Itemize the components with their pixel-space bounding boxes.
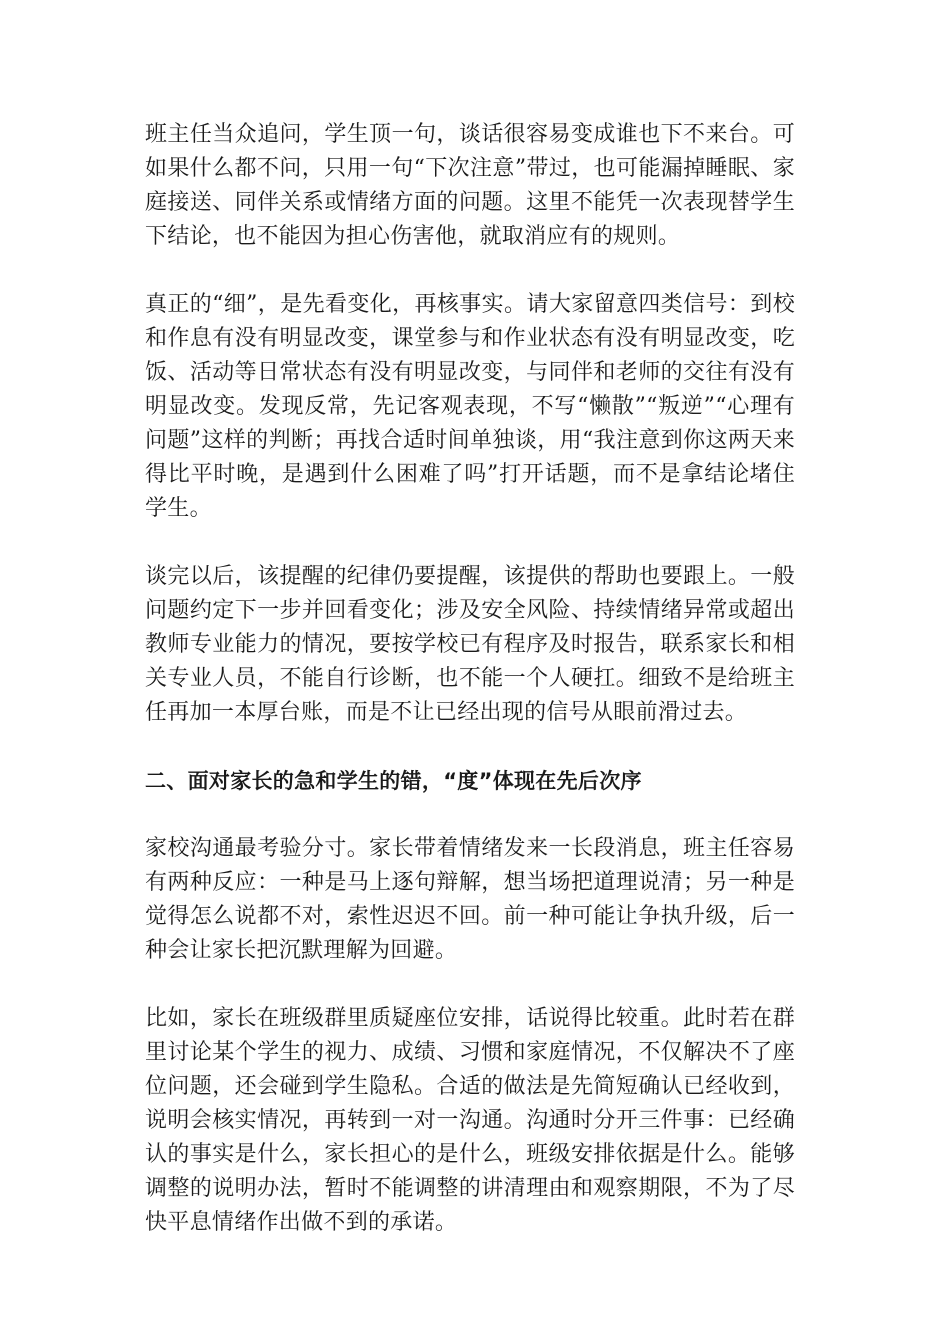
paragraph-class-teacher-questioning: 班主任当众追问，学生顶一句，谈话很容易变成谁也下不来台。可如果什么都不问，只用一句“下次注意”带过，也可能漏掉睡眠、家庭接送、同伴关系或情绪方面的问题。这里不能凭一次表现替学生下结论，也不能因为担心伤害他，就取消应有的规则。 xyxy=(145,122,795,249)
paragraph-home-school-communication: 家校沟通最考验分寸。家长带着情绪发来一长段消息，班主任容易有两种反应：一种是马上逐句辩解，想当场把道理说清；另一种是觉得怎么说都不对，索性迟迟不回。前一种可能让争执升级，后一种会让家长把沉默理解为回避。 xyxy=(145,836,795,963)
paragraph-seating-example: 比如，家长在班级群里质疑座位安排，话说得比较重。此时若在群里讨论某个学生的视力、成绩、习惯和家庭情况，不仅解决不了座位问题，还会碰到学生隐私。合适的做法是先简短确认已经收到，说明会核实情况，再转到一对一沟通。沟通时分开三件事：已经确认的事实是什么，家长担心的是什么，班级安排依据是什么。能够调整的说明办法，暂时不能调整的讲清理由和观察期限，不为了尽快平息情绪作出做不到的承诺。 xyxy=(145,1006,795,1235)
document-body xyxy=(145,118,795,1274)
paragraph-after-talk-follow-up: 谈完以后，该提醒的纪律仍要提醒，该提供的帮助也要跟上。一般问题约定下一步并回看变化；涉及安全风险、持续情绪异常或超出教师专业能力的情况，要按学校已有程序及时报告，联系家长和相关专业人员，不能自行诊断，也不能一个人硬扛。细致不是给班主任再加一本厚台账，而是不让已经出现的信号从眼前滑过去。 xyxy=(145,564,795,725)
paragraph-observe-changes: 真正的“细”，是先看变化，再核事实。请大家留意四类信号：到校和作息有没有明显改变，课堂参与和作业状态有没有明显改变，吃饭、活动等日常状态有没有明显改变，与同伴和老师的交往有没有明显改变。发现反常，先记客观表现，不写“懒散”“叛逆”“心理有问题”这样的判断；再找合适时间单独谈，用“我注意到你这两天来得比平时晚，是遇到什么困难了吗”打开话题，而不是拿结论堵住学生。 xyxy=(145,292,795,521)
section-heading: 二、面对家长的急和学生的错，“度”体现在先后次序 xyxy=(145,769,642,793)
